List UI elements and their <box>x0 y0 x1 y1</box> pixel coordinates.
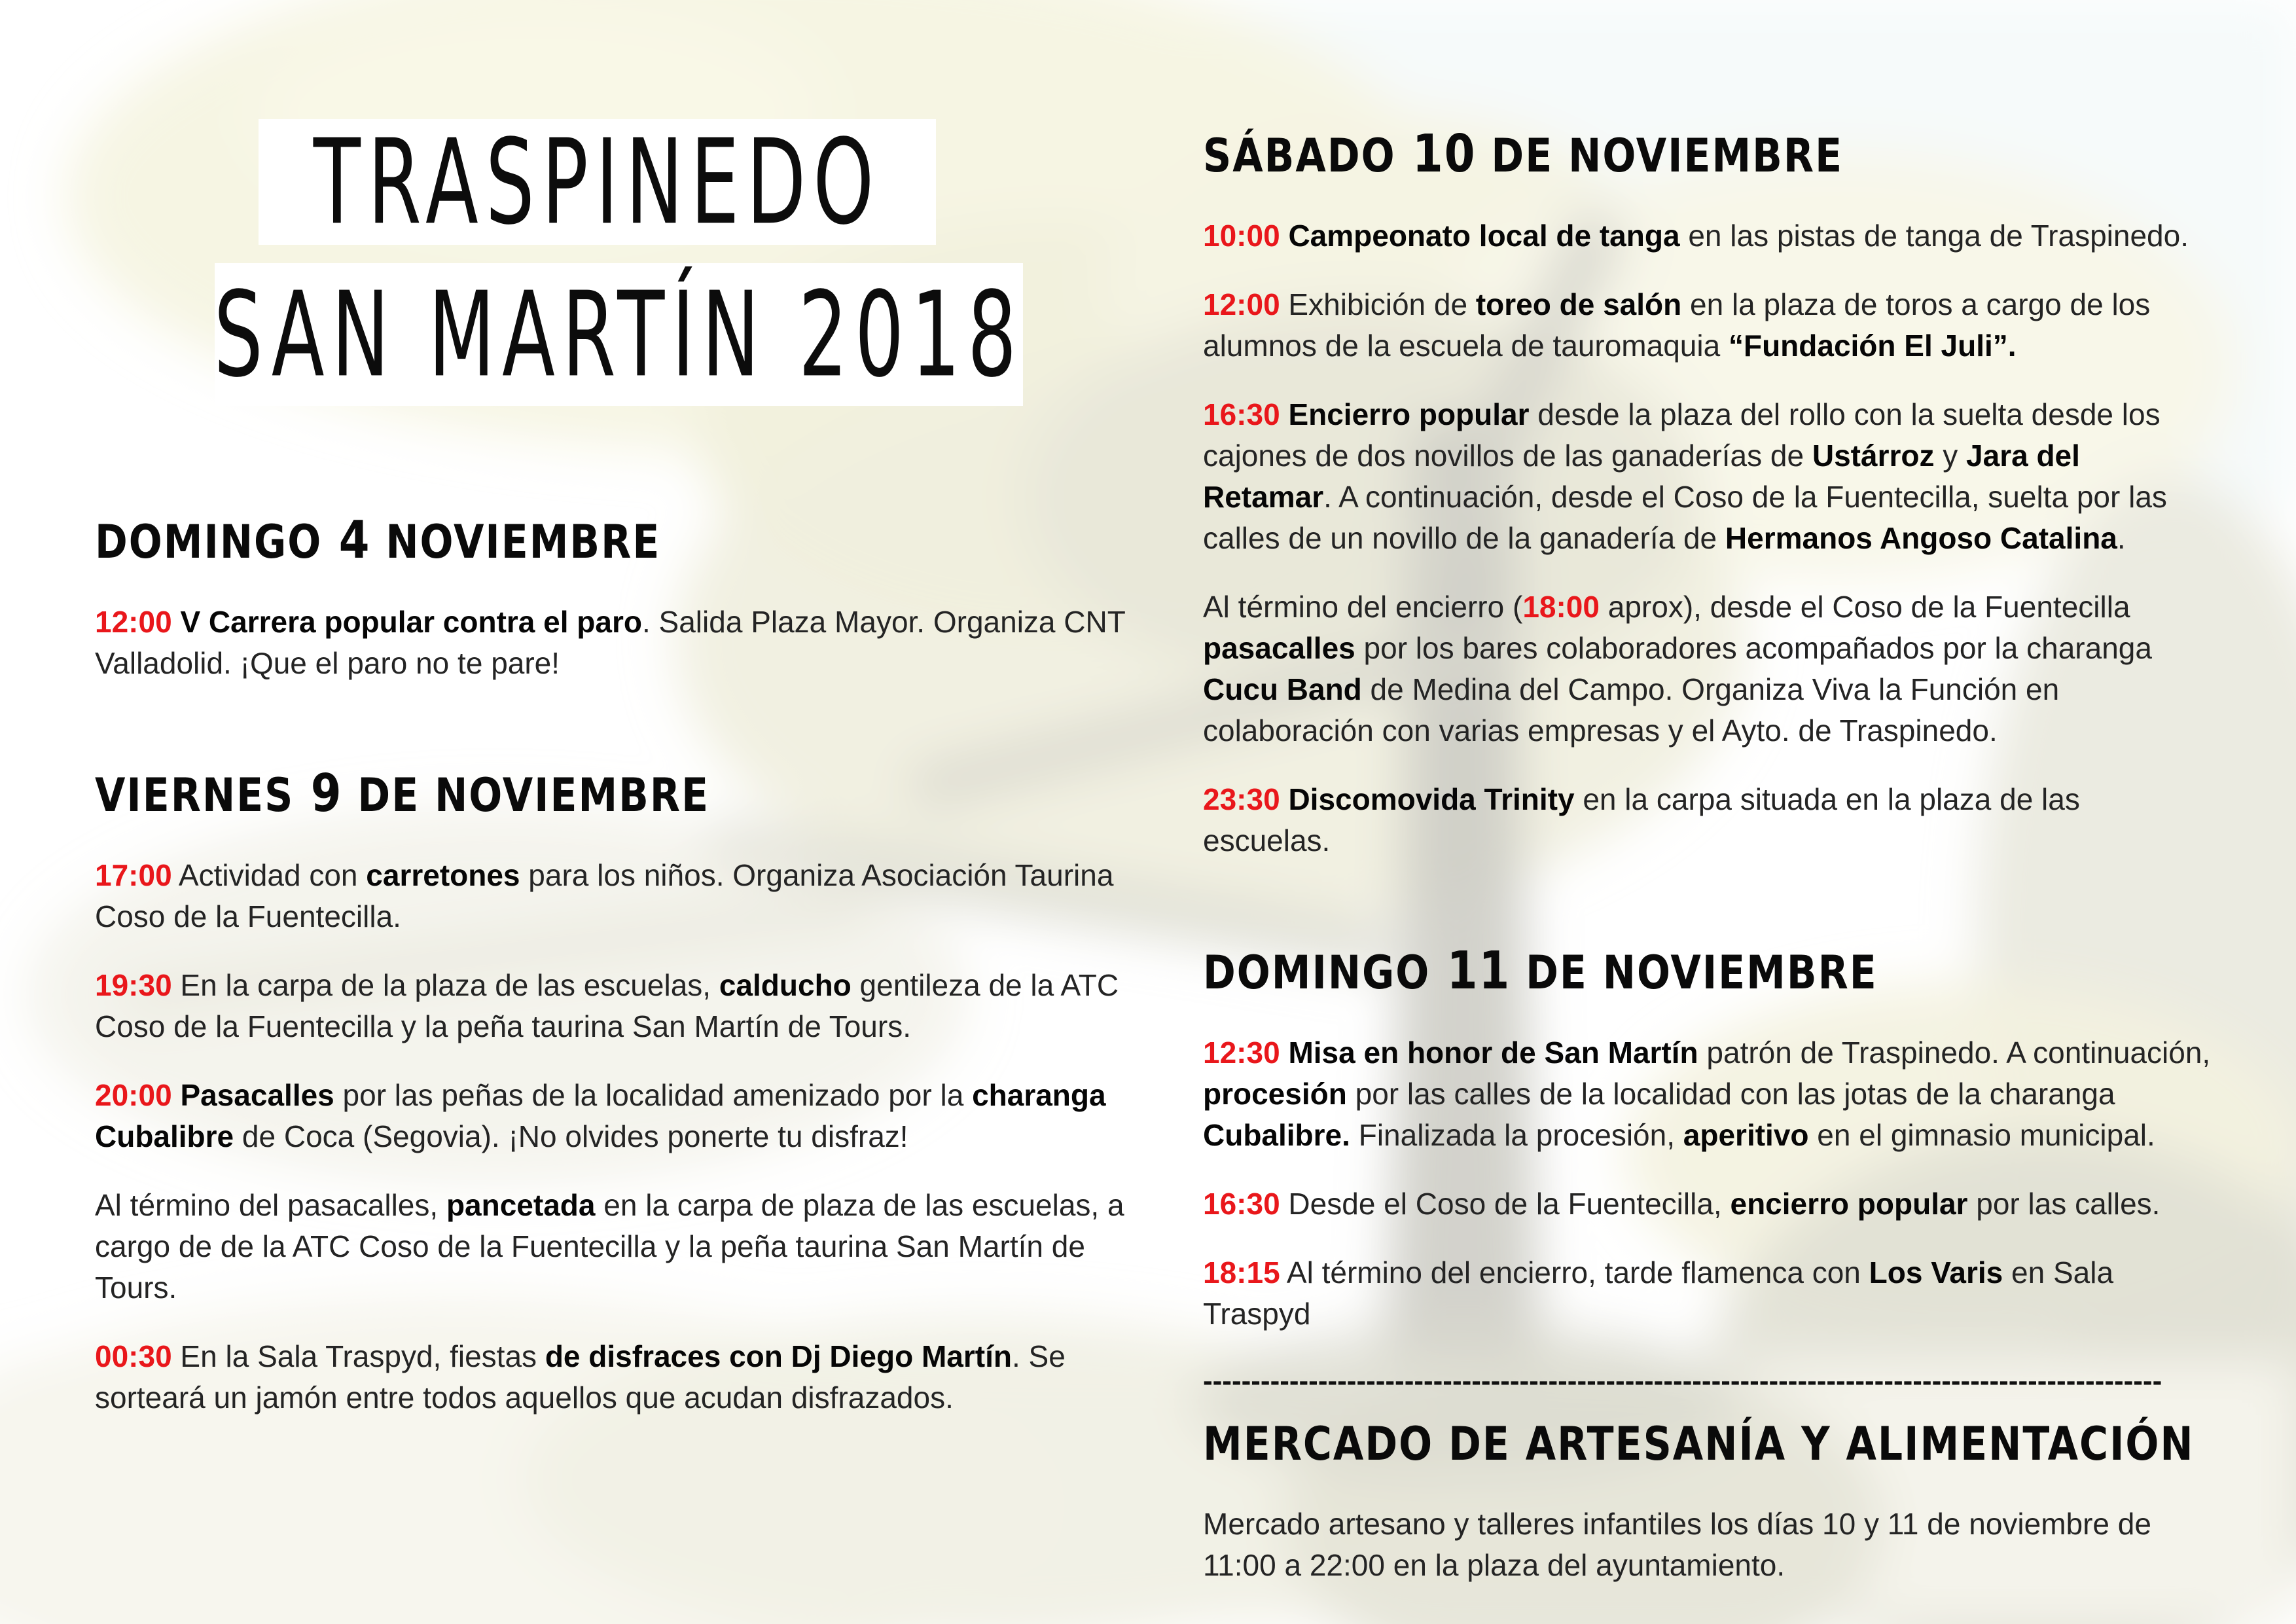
header-day-number: 11 <box>1430 940 1511 1001</box>
event-highlight: toreo de salón <box>1475 287 1682 321</box>
event-text: patrón de Traspinedo. A continuación, <box>1698 1036 2211 1070</box>
event-highlight: pasacalles <box>1203 631 1355 665</box>
event-time: 16:30 <box>1203 397 1280 431</box>
event-text: en el gimnasio municipal. <box>1808 1118 2155 1152</box>
header-day-name: DOMINGO <box>1203 945 1431 1000</box>
event-text <box>172 605 181 639</box>
event-paragraph <box>1203 1032 2214 1156</box>
event-text: desde la plaza del rollo con la suelta desde los cajones de dos novillos de las ganaderías de <box>1203 397 2161 473</box>
section-header <box>95 507 1139 575</box>
event-time: 17:00 <box>95 858 172 892</box>
event-paragraph <box>95 855 1139 937</box>
event-text: por las peñas de la localidad amenizado por la <box>334 1078 973 1112</box>
event-time: 19:30 <box>95 968 172 1002</box>
header-day-name: SÁBADO <box>1203 128 1396 183</box>
event-highlight: Cubalibre. <box>1203 1118 1350 1152</box>
event-time: 10:00 <box>1203 219 1280 253</box>
event-paragraph <box>95 1075 1139 1157</box>
section-header <box>95 760 1139 829</box>
event-text: en la carpa de plaza de las escuelas, a cargo de de la ATC Coso de la Fuentecilla y la peña taurina San Martín de Tours. <box>95 1188 1124 1305</box>
event-highlight: Los Varis <box>1869 1255 2003 1290</box>
event-time: 18:15 <box>1203 1255 1280 1290</box>
event-text: . <box>2117 521 2126 555</box>
header-day-number: 9 <box>294 763 343 823</box>
event-text: . Salida Plaza Mayor. Organiza CNT Valladolid. ¡Que el paro no te pare! <box>95 605 1126 680</box>
event-paragraph <box>95 602 1139 684</box>
event-paragraph <box>1203 215 2214 257</box>
event-text <box>1280 1036 1289 1070</box>
event-paragraph <box>1203 1504 2214 1586</box>
event-highlight: V Carrera popular contra el paro <box>180 605 642 639</box>
event-highlight: Campeonato local de tanga <box>1288 219 1680 253</box>
event-highlight: de disfraces con Dj Diego Martín <box>545 1339 1012 1373</box>
event-highlight: calducho <box>719 968 852 1002</box>
event-highlight: Ustárroz <box>1812 439 1935 473</box>
event-highlight: Misa en honor de San Martín <box>1288 1036 1698 1070</box>
event-highlight: Jara del Retamar <box>1203 439 2080 514</box>
event-text: . Se sorteará un jamón entre todos aquellos que acudan disfrazados. <box>95 1339 1066 1415</box>
event-text: en la carpa situada en la plaza de las escuelas. <box>1203 782 2080 857</box>
event-time: 00:30 <box>95 1339 172 1373</box>
page-title-line1: TRASPINEDO <box>313 113 882 251</box>
event-text: Finalizada la procesión, <box>1350 1118 1683 1152</box>
event-time: 12:30 <box>1203 1036 1280 1070</box>
event-text: en las pistas de tanga de Traspinedo. <box>1679 219 2189 253</box>
event-text: de Coca (Segovia). ¡No olvides ponerte tu disfraz! <box>234 1119 908 1153</box>
header-day-name: VIERNES <box>95 768 295 823</box>
event-paragraph <box>1203 1252 2214 1335</box>
section-header <box>1203 937 2214 1006</box>
event-highlight: procesión <box>1203 1077 1347 1111</box>
event-paragraph <box>1203 284 2214 367</box>
event-text: . A continuación, desde el Coso de la Fuentecilla, suelta por las calles de un novillo de la ganadería de <box>1203 480 2167 555</box>
event-text: En la Sala Traspyd, fiestas <box>171 1339 545 1373</box>
event-text: por las calles de la localidad con las jotas de la charanga <box>1346 1077 2115 1111</box>
event-text: Al término del encierro ( <box>1203 590 1523 624</box>
event-text: En la carpa de la plaza de las escuelas, <box>171 968 719 1002</box>
event-paragraph <box>1203 394 2214 559</box>
event-time: 16:30 <box>1203 1187 1280 1221</box>
event-text: aprox), desde el Coso de la Fuentecilla <box>1599 590 2130 624</box>
header-day-suffix: DE NOVIEMBRE <box>1511 945 1878 1000</box>
event-time: 12:00 <box>95 605 172 639</box>
event-text: Actividad con <box>171 858 367 892</box>
event-text: gentileza de la ATC Coso de la Fuentecilla y la peña taurina San Martín de Tours. <box>95 968 1119 1043</box>
event-text: de Medina del Campo. Organiza Viva la Función en colaboración con varias empresas y el Ayto. de Traspinedo. <box>1203 672 2060 748</box>
event-text: para los niños. Organiza Asociación Taurina Coso de la Fuentecilla. <box>95 858 1114 933</box>
event-text: Al término del pasacalles, <box>95 1188 446 1222</box>
event-text: Desde el Coso de la Fuentecilla, <box>1280 1187 1731 1221</box>
event-text <box>1280 782 1289 816</box>
event-highlight: Encierro popular <box>1288 397 1530 431</box>
event-paragraph <box>95 1336 1139 1418</box>
event-highlight: Pasacalles <box>180 1078 334 1112</box>
event-paragraph <box>1203 586 2214 751</box>
dashed-separator: ---------------------------------------------------------------------------------------------------- <box>1203 1365 2162 1397</box>
header-day-name: DOMINGO <box>95 514 323 569</box>
event-text: Exhibición de <box>1280 287 1476 321</box>
header-day-suffix: NOVIEMBRE <box>370 514 661 569</box>
event-time: 23:30 <box>1203 782 1280 816</box>
event-text: en Sala Traspyd <box>1203 1255 2114 1331</box>
section-header <box>1203 120 2214 189</box>
event-highlight: Discomovida Trinity <box>1288 782 1575 816</box>
event-text <box>1280 219 1289 253</box>
left-column <box>95 509 1139 1446</box>
event-highlight: encierro popular <box>1730 1187 1968 1221</box>
event-highlight: aperitivo <box>1683 1118 1809 1152</box>
event-highlight: Hermanos Angoso Catalina <box>1725 521 2117 555</box>
event-text <box>172 1078 181 1112</box>
event-highlight: pancetada <box>446 1188 596 1222</box>
event-highlight: charanga Cubalibre <box>95 1078 1106 1153</box>
header-day-suffix: DE NOVIEMBRE <box>1476 128 1844 183</box>
event-paragraph <box>1203 779 2214 861</box>
header-day-name: MERCADO DE ARTESANÍA Y ALIMENTACIÓN <box>1203 1416 2195 1471</box>
title-band <box>259 113 936 251</box>
header-day-number: 4 <box>322 509 371 570</box>
event-time: 18:00 <box>1522 590 1600 624</box>
event-time: 20:00 <box>95 1078 172 1112</box>
right-column <box>1203 123 2214 1614</box>
event-time: 12:00 <box>1203 287 1280 321</box>
event-text: por las calles. <box>1967 1187 2161 1221</box>
section-header <box>1203 1411 2214 1477</box>
event-highlight: carretones <box>366 858 520 892</box>
event-paragraph <box>95 1185 1139 1308</box>
title-band <box>215 263 1023 406</box>
event-highlight: “Fundación El Juli”. <box>1728 329 2017 363</box>
event-text: y <box>1934 439 1967 473</box>
event-highlight: Cucu Band <box>1203 672 1362 706</box>
event-paragraph <box>95 965 1139 1047</box>
event-paragraph <box>1203 1183 2214 1225</box>
page-title-line2: SAN MARTÍN 2018 <box>213 266 1024 403</box>
event-text: en la plaza de toros a cargo de los alumnos de la escuela de tauromaquia <box>1203 287 2151 363</box>
event-text <box>1280 397 1289 431</box>
header-day-suffix: DE NOVIEMBRE <box>342 768 710 823</box>
event-text: Al término del encierro, tarde flamenca con <box>1280 1255 1869 1290</box>
event-text: Mercado artesano y talleres infantiles los días 10 y 11 de noviembre de 11:00 a 22:00 en la plaza del ayuntamiento. <box>1203 1507 2151 1582</box>
header-day-number: 10 <box>1395 123 1477 184</box>
event-text: por los bares colaboradores acompañados por la charanga <box>1355 631 2152 665</box>
